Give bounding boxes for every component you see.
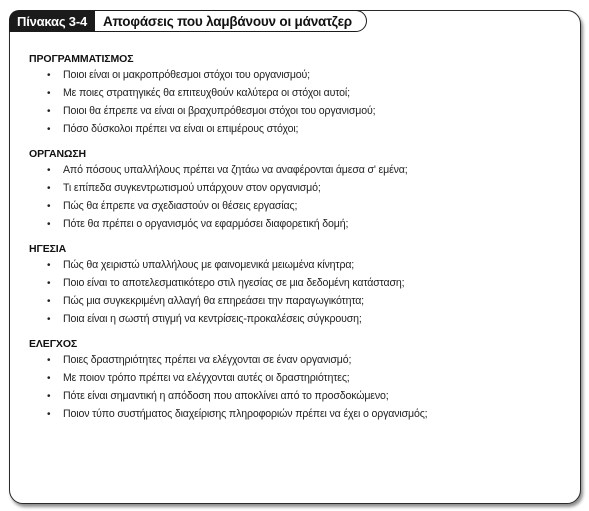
list-item-text: Ποιοι θα έπρεπε να είναι οι βραχυπρόθεσμοι στόχοι του οργανισμού; <box>63 105 376 117</box>
bullet-icon: • <box>47 296 51 307</box>
bullet-icon: • <box>47 409 51 420</box>
list-item-text: Ποια είναι η σωστή στιγμή να κεντρίσεις-προκαλέσεις σύγκρουση; <box>63 313 362 325</box>
bullet-icon: • <box>47 260 51 271</box>
table-number-label: Πίνακας 3-4 <box>9 10 95 32</box>
list-item-text: Πώς θα έπρεπε να σχεδιαστούν οι θέσεις εργασίας; <box>63 200 298 212</box>
list-item <box>29 390 569 408</box>
list-item-text: Ποιοι είναι οι μακροπρόθεσμοι στόχοι του οργανισμού; <box>63 69 310 81</box>
list-item-text: Ποιες δραστηριότητες πρέπει να ελέγχονται σε έναν οργανισμό; <box>63 354 352 366</box>
section-leading <box>29 243 569 331</box>
bullet-icon: • <box>47 183 51 194</box>
list-item <box>29 295 569 313</box>
bullet-icon: • <box>47 88 51 99</box>
list-item <box>29 354 569 372</box>
list-item-text: Πώς θα χειριστώ υπαλλήλους με φαινομενικά μειωμένα κίνητρα; <box>63 259 355 271</box>
list-item-text: Με ποιον τρόπο πρέπει να ελέγχονται αυτές οι δραστηριότητες; <box>63 372 350 384</box>
list-item <box>29 408 569 426</box>
list-item <box>29 372 569 390</box>
list-item <box>29 105 569 123</box>
list-item-text: Από πόσους υπαλλήλους πρέπει να ζητάω να αναφέρονται άμεσα σ' εμένα; <box>63 164 408 176</box>
section-heading: ΕΛΕΓΧΟΣ <box>29 338 78 350</box>
bullet-icon: • <box>47 278 51 289</box>
list-item-text: Πώς μια συγκεκριμένη αλλαγή θα επηρεάσει την παραγωγικότητα; <box>63 295 364 307</box>
bullet-icon: • <box>47 165 51 176</box>
list-item <box>29 313 569 331</box>
table-title: Αποφάσεις που λαμβάνουν οι μάνατζερ <box>95 10 367 32</box>
list-item <box>29 218 569 236</box>
section-organizing <box>29 148 569 236</box>
list-item-text: Με ποιες στρατηγικές θα επιτευχθούν καλύτερα οι στόχοι αυτοί; <box>63 87 350 99</box>
table-header <box>9 10 367 32</box>
bullet-icon: • <box>47 373 51 384</box>
bullet-icon: • <box>47 106 51 117</box>
list-item <box>29 182 569 200</box>
table-content <box>29 53 569 433</box>
section-planning <box>29 53 569 141</box>
list-item-text: Τι επίπεδα συγκεντρωτισμού υπάρχουν στον οργανισμό; <box>63 182 321 194</box>
bullet-icon: • <box>47 219 51 230</box>
list-item <box>29 123 569 141</box>
list-item <box>29 87 569 105</box>
section-heading: ΟΡΓΑΝΩΣΗ <box>29 148 87 160</box>
bullet-icon: • <box>47 314 51 325</box>
section-heading: ΗΓΕΣΙΑ <box>29 243 67 255</box>
list-item-text: Ποιο είναι το αποτελεσματικότερο στιλ ηγεσίας σε μια δεδομένη κατάσταση; <box>63 277 405 289</box>
list-item <box>29 69 569 87</box>
list-item <box>29 200 569 218</box>
list-item <box>29 164 569 182</box>
bullet-icon: • <box>47 391 51 402</box>
list-item <box>29 277 569 295</box>
list-item-text: Ποιον τύπο συστήματος διαχείρισης πληροφοριών πρέπει να έχει ο οργανισμός; <box>63 408 428 420</box>
list-item <box>29 259 569 277</box>
bullet-icon: • <box>47 70 51 81</box>
list-item-text: Πότε θα πρέπει ο οργανισμός να εφαρμόσει διαφορετική δομή; <box>63 218 349 230</box>
list-item-text: Πόσο δύσκολοι πρέπει να είναι οι επιμέρους στόχοι; <box>63 123 299 135</box>
bullet-icon: • <box>47 201 51 212</box>
bullet-icon: • <box>47 124 51 135</box>
section-heading: ΠΡΟΓΡΑΜΜΑΤΙΣΜΟΣ <box>29 53 134 65</box>
list-item-text: Πότε είναι σημαντική η απόδοση που αποκλίνει από το προσδοκώμενο; <box>63 390 389 402</box>
bullet-icon: • <box>47 355 51 366</box>
section-controlling <box>29 338 569 426</box>
